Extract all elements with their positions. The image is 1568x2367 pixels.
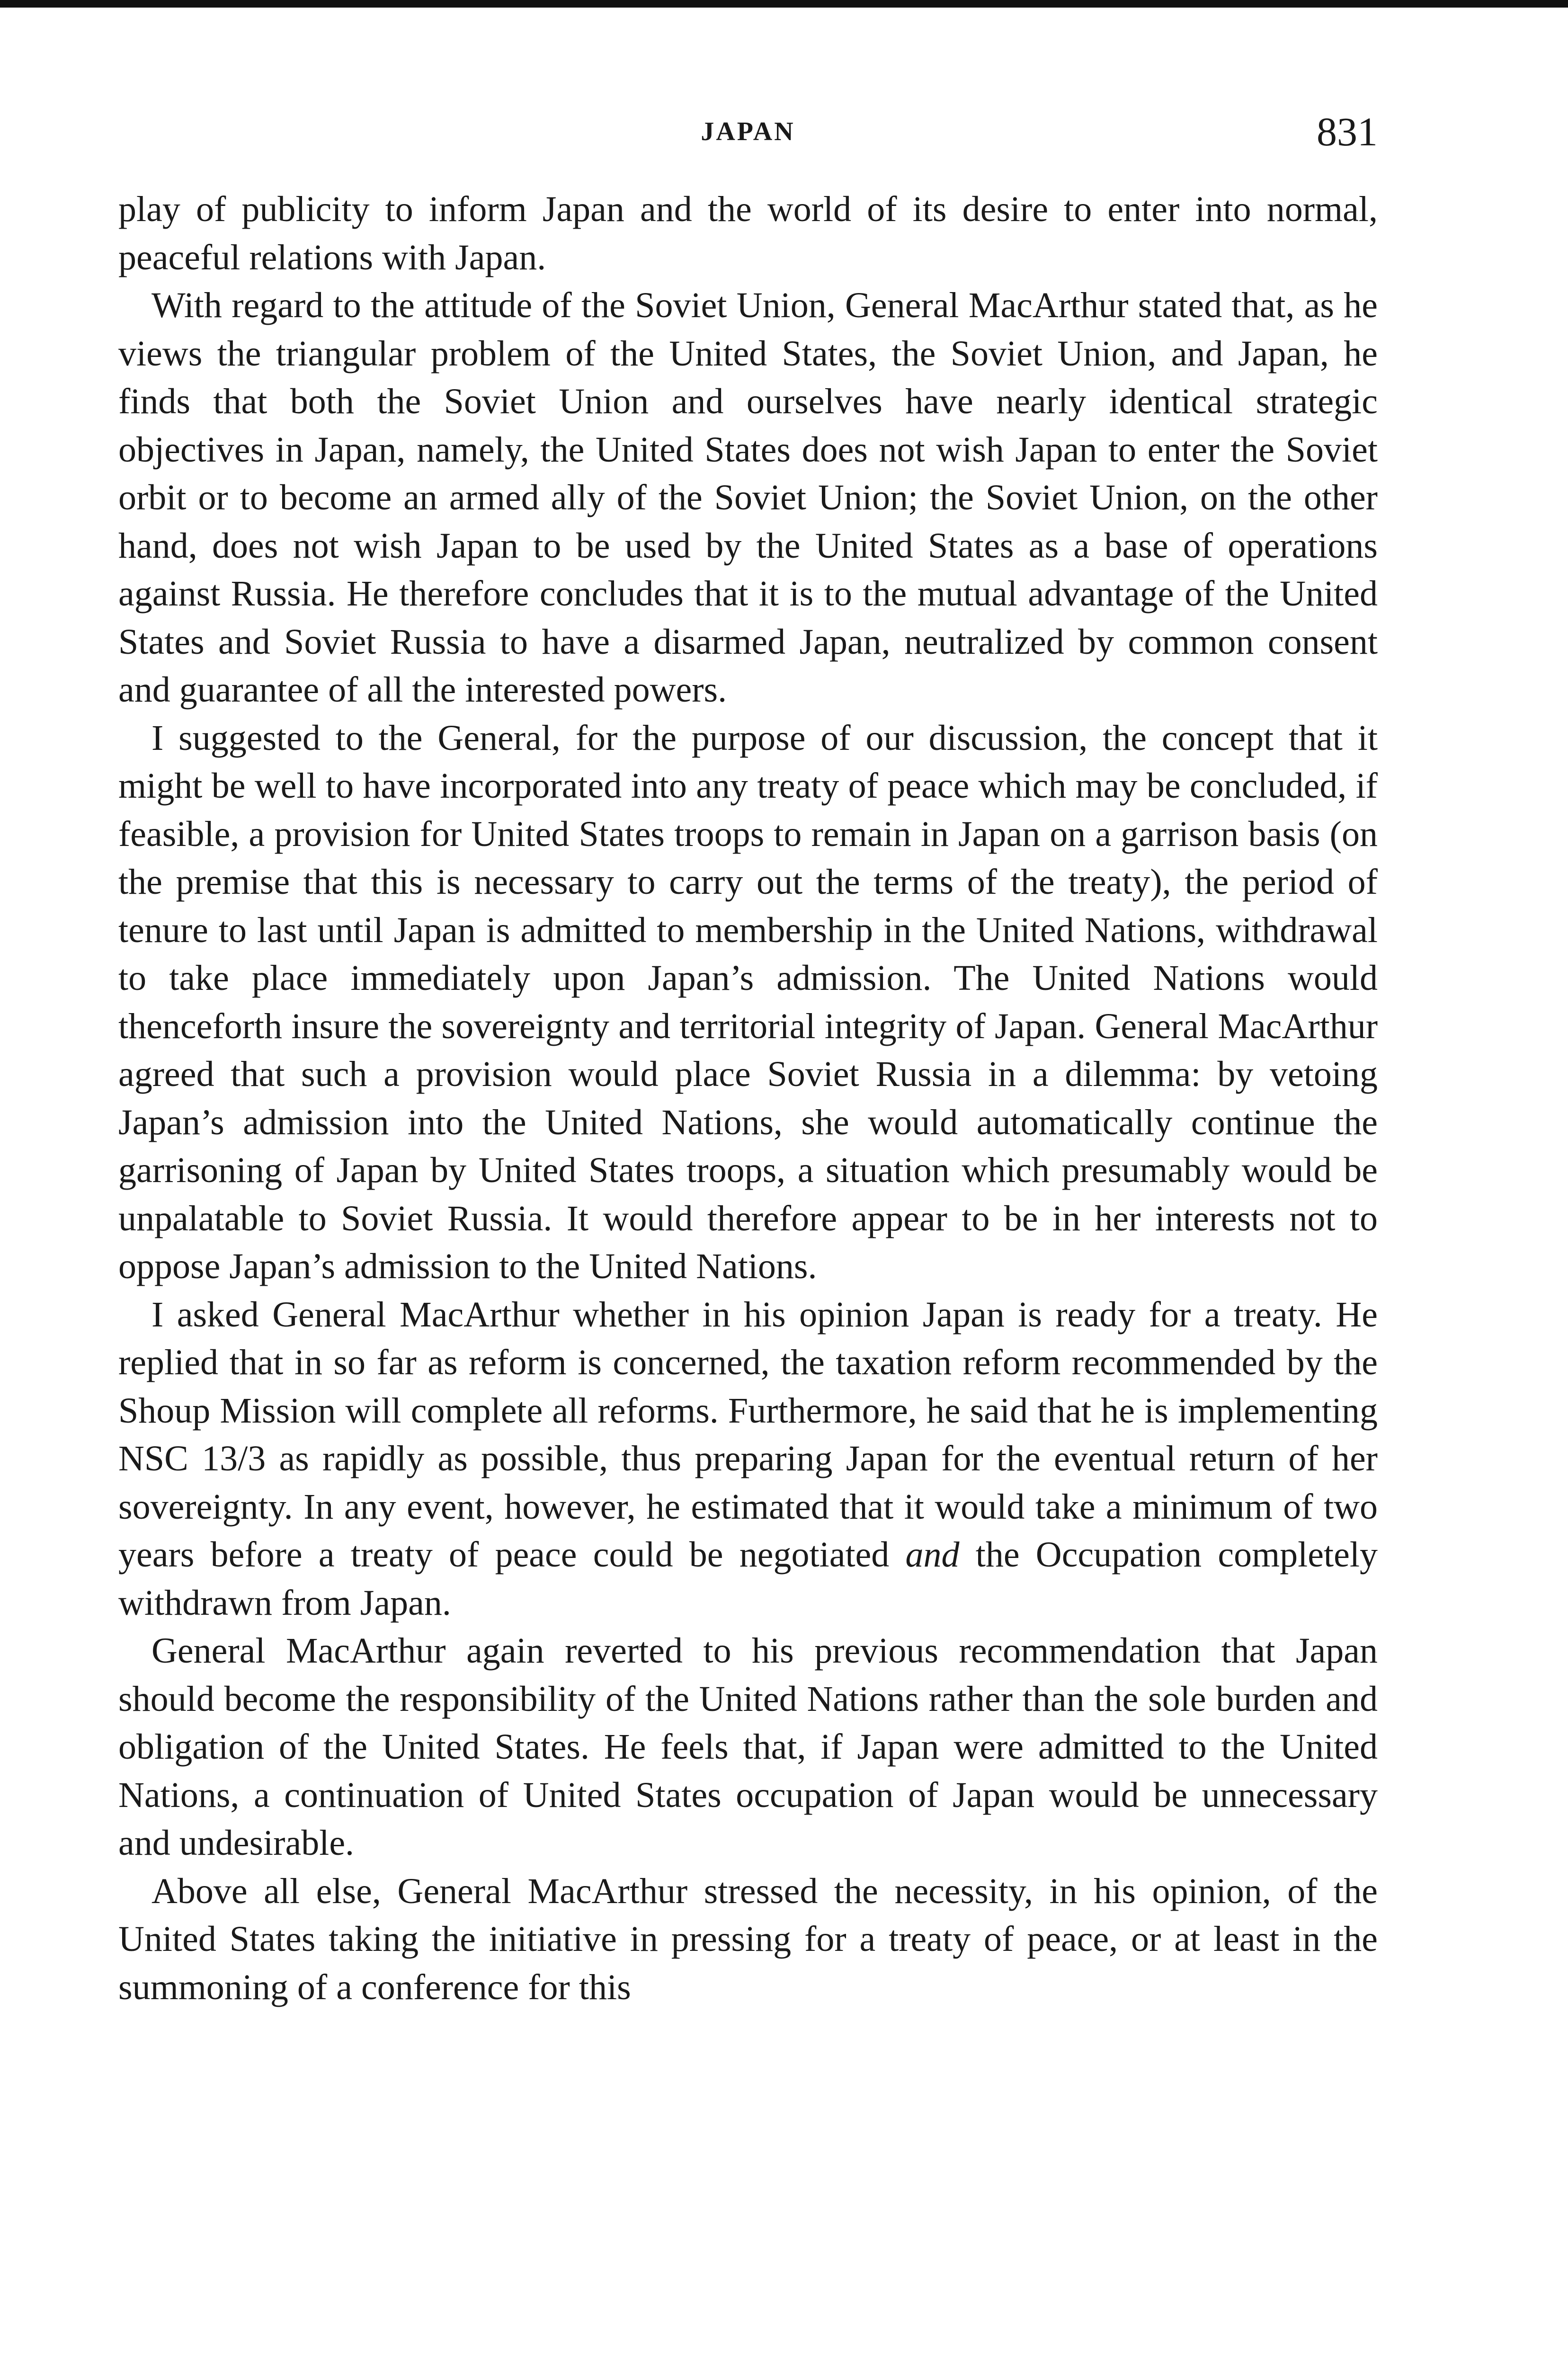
paragraph xyxy=(118,282,1378,714)
paragraph-text: play of publicity to inform Japan and the world of its desire to enter into normal, peaceful relations with Japan. xyxy=(118,189,1378,277)
body-text xyxy=(118,186,1378,2011)
paragraph xyxy=(118,1868,1378,2012)
paragraph-text: With regard to the attitude of the Soviet Union, General MacArthur stated that, as he views the triangular problem of the United States, the Soviet Union, and Japan, he finds that both the Soviet Union and ourselves have nearly identical strategic objectives in Japan, namely, the United States does not wish Japan to enter the Soviet orbit or to become an armed ally of the Soviet Union; the Soviet Union, on the other hand, does not wish Japan to be used by the United States as a base of operations against Russia. He therefore concludes that it is to the mutual advantage of the United States and Soviet Russia to have a disarmed Japan, neutralized by common consent and guarantee of all the interested powers. xyxy=(118,285,1378,710)
paragraph-text: General MacArthur again reverted to his previous recommendation that Japan should become the responsibility of the United Nations rather than the sole burden and obligation of the United States. He feels that, if Japan were admitted to the United Nations, a continuation of United States occupation of Japan would be unnecessary and undesirable. xyxy=(118,1631,1378,1863)
paragraph-text: Above all else, General MacArthur stressed the necessity, in his opinion, of the United States taking the initiative in pressing for a treaty of peace, or at least in the summoning of a conference for this xyxy=(118,1871,1378,2007)
page-header xyxy=(118,108,1378,155)
paragraph-text: I suggested to the General, for the purpose of our discussion, the concept that it might be well to have incorporated into any treaty of peace which may be concluded, if feasible, a provision for United States troops to remain in Japan on a garrison basis (on the premise that this is necessary to carry out the terms of the treaty), the period of tenure to last until Japan is admitted to membership in the United Nations, withdrawal to take place immediately upon Japan’s admission. The United Nations would thenceforth insure the sovereignty and territorial integrity of Japan. General MacArthur agreed that such a provision would place Soviet Russia in a dilemma: by vetoing Japan’s admission into the United Nations, she would automatically continue the garrisoning of Japan by United States troops, a situation which presumably would be unpalatable to Soviet Russia. It would therefore appear to be in her interests not to oppose Japan’s admission to the United Nations. xyxy=(118,718,1378,1286)
paragraph xyxy=(118,1627,1378,1868)
paragraph-text: I asked General MacArthur whether in his opinion Japan is ready for a treaty. He replied that in so far as reform is concerned, the taxation reform recommended by the Shoup Mission will complete all reforms. Furthermore, he said that he is implementing NSC 13/3 as rapidly as possible, thus preparing Japan for the eventual return of her sovereignty. In any event, however, he estimated that it would take a minimum of two years before a treaty of peace could be negotiated xyxy=(118,1294,1378,1575)
top-border-rule xyxy=(0,0,1568,8)
paragraph xyxy=(118,186,1378,282)
running-head: JAPAN xyxy=(701,117,795,146)
paragraph xyxy=(118,714,1378,1291)
italic-text: and xyxy=(905,1535,960,1575)
paragraph xyxy=(118,1291,1378,1628)
page-number: 831 xyxy=(1317,109,1378,154)
paragraph-text: the Occupation completely withdrawn from Japan. xyxy=(118,1535,1378,1623)
